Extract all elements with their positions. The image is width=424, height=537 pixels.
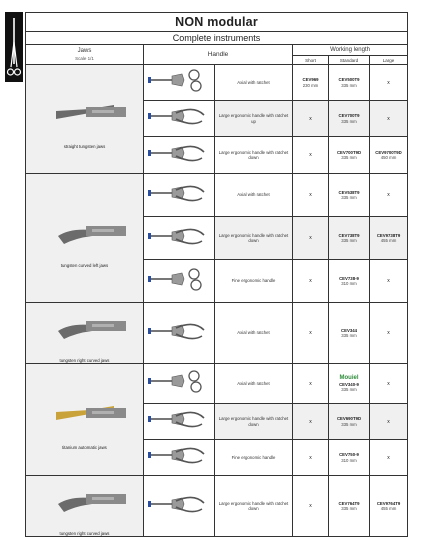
jaw-image xyxy=(40,390,130,439)
jaw-image xyxy=(40,303,130,352)
handle-image xyxy=(144,65,215,101)
handle-image xyxy=(144,476,215,537)
jaw-label: tungsten curved left jaws xyxy=(60,263,109,268)
standard-ref xyxy=(329,260,370,303)
short-ref: x xyxy=(293,364,329,404)
table-row xyxy=(26,303,408,364)
jaw-cell xyxy=(26,174,144,303)
ref-code: CEV9700T9D xyxy=(375,149,402,155)
table-row xyxy=(26,476,408,537)
scissors-icon xyxy=(5,12,23,82)
ref-length: 335 mm xyxy=(341,333,357,338)
ref-code: CEV690T9D xyxy=(336,416,362,421)
large-ref: x xyxy=(370,440,408,476)
handle-image xyxy=(144,137,215,174)
standard-ref xyxy=(329,404,370,440)
jaw-cell xyxy=(26,476,144,537)
handle-description: Axial with ratchet xyxy=(215,364,293,404)
large-ref xyxy=(370,476,408,537)
large-header: Large xyxy=(370,56,408,65)
short-ref: x xyxy=(293,404,329,440)
ref-length: 335 mm xyxy=(341,421,357,427)
large-ref: x xyxy=(370,65,408,101)
ref-length: 335 mm xyxy=(341,155,357,160)
handle-description: Large ergonomic handle with ratchet down xyxy=(215,217,293,260)
large-ref: x xyxy=(370,174,408,217)
handle-image xyxy=(144,174,215,217)
jaw-cell xyxy=(26,303,144,364)
working-length-header: Working length xyxy=(293,45,408,56)
large-ref: x xyxy=(370,404,408,440)
large-ref: x xyxy=(370,101,408,137)
jaw-cell xyxy=(26,364,144,476)
ref-length: 335 mm xyxy=(341,506,357,511)
handle-description: Large ergonomic handle with ratchet up xyxy=(215,101,293,137)
handle-image xyxy=(144,404,215,440)
ref-code: CEV9738T9 xyxy=(376,232,401,238)
jaws-header: Jaws Scale 1/1 xyxy=(26,45,144,65)
large-ref xyxy=(370,217,408,260)
table-row xyxy=(26,65,408,101)
ref-length: 335 mm xyxy=(341,118,357,124)
short-ref: x xyxy=(293,303,329,364)
handle-description: Axial with ratchet xyxy=(215,303,293,364)
large-ref xyxy=(370,137,408,174)
table-row xyxy=(26,174,408,217)
jaw-image xyxy=(40,208,130,257)
ref-length: 455 mm xyxy=(380,506,397,511)
ref-length: 335 mm xyxy=(341,195,357,200)
handle-description: Axial with ratchet xyxy=(215,174,293,217)
ref-code: CEV738T9 xyxy=(338,232,360,238)
ref-code: CEV969 xyxy=(302,77,319,82)
table-subtitle: Complete instruments xyxy=(26,32,408,45)
short-ref: x xyxy=(293,217,329,260)
ref-length: 450 mm xyxy=(380,155,397,160)
ref-code: CEV750-9 xyxy=(339,452,359,457)
standard-ref xyxy=(329,137,370,174)
handle-header: Handle xyxy=(144,45,293,65)
ref-code: CEV9764T9 xyxy=(376,500,401,506)
jaw-image xyxy=(40,476,130,525)
standard-ref xyxy=(329,476,370,537)
short-ref: x xyxy=(293,101,329,137)
handle-description: Large ergonomic handle with ratchet down xyxy=(215,404,293,440)
standard-ref xyxy=(329,174,370,217)
ref-code: CEV344 xyxy=(340,327,357,333)
short-ref xyxy=(293,65,329,101)
jaw-cell xyxy=(26,65,144,174)
handle-image xyxy=(144,364,215,404)
short-ref: x xyxy=(293,440,329,476)
handle-image xyxy=(144,260,215,303)
standard-ref xyxy=(329,217,370,260)
handle-image xyxy=(144,217,215,260)
jaw-label: straight tungsten jaws xyxy=(63,144,106,149)
ref-length: 335 mm xyxy=(341,387,357,392)
ref-length: 310 mm xyxy=(341,457,357,463)
handle-image xyxy=(144,303,215,364)
jaw-label: tungsten right curved jaws xyxy=(59,531,110,536)
ref-length: 335 mm xyxy=(341,82,357,88)
handle-description: Fine ergonomic handle xyxy=(215,440,293,476)
short-header: Short xyxy=(293,56,329,65)
handle-description: Fine ergonomic handle xyxy=(215,260,293,303)
short-ref: x xyxy=(293,260,329,303)
ref-code: CEV700T9 xyxy=(338,113,360,118)
handle-description: Large ergonomic handle with ratchet down xyxy=(215,137,293,174)
jaw-image xyxy=(40,89,130,138)
ref-code: CEV738-9 xyxy=(339,275,359,281)
ref-code: CEV538T9 xyxy=(338,189,360,195)
ref-code: CEV500T9 xyxy=(338,77,360,82)
large-ref: x xyxy=(370,303,408,364)
ref-code: CEV764T9 xyxy=(338,500,360,506)
new-badge: Mouiel xyxy=(339,374,359,381)
handle-description: Large ergonomic handle with ratchet down xyxy=(215,476,293,537)
table-row xyxy=(26,364,408,404)
jaw-label: tungsten right curved jaws xyxy=(59,358,110,363)
short-ref: x xyxy=(293,476,329,537)
jaw-label: titanium automatic jaws xyxy=(62,444,107,450)
large-ref: x xyxy=(370,364,408,404)
ref-length: 230 mm xyxy=(302,82,319,88)
standard-ref xyxy=(329,65,370,101)
standard-ref xyxy=(329,440,370,476)
handle-description: Axial with ratchet xyxy=(215,65,293,101)
large-ref: x xyxy=(370,260,408,303)
standard-header: Standard xyxy=(329,56,370,65)
short-ref: x xyxy=(293,174,329,217)
table-title: NON modular xyxy=(26,13,408,32)
ref-code: CEV340-9 xyxy=(339,381,359,387)
ref-length: 335 mm xyxy=(341,238,357,243)
handle-image xyxy=(144,440,215,476)
ref-length: 310 mm xyxy=(341,281,357,286)
handle-image xyxy=(144,101,215,137)
short-ref: x xyxy=(293,137,329,174)
ref-code: CEV700T9D xyxy=(336,149,362,155)
standard-ref xyxy=(329,101,370,137)
standard-ref xyxy=(329,303,370,364)
ref-length: 455 mm xyxy=(380,238,397,243)
section-tab xyxy=(5,12,23,82)
standard-ref xyxy=(329,364,370,404)
catalog-table xyxy=(25,12,408,537)
